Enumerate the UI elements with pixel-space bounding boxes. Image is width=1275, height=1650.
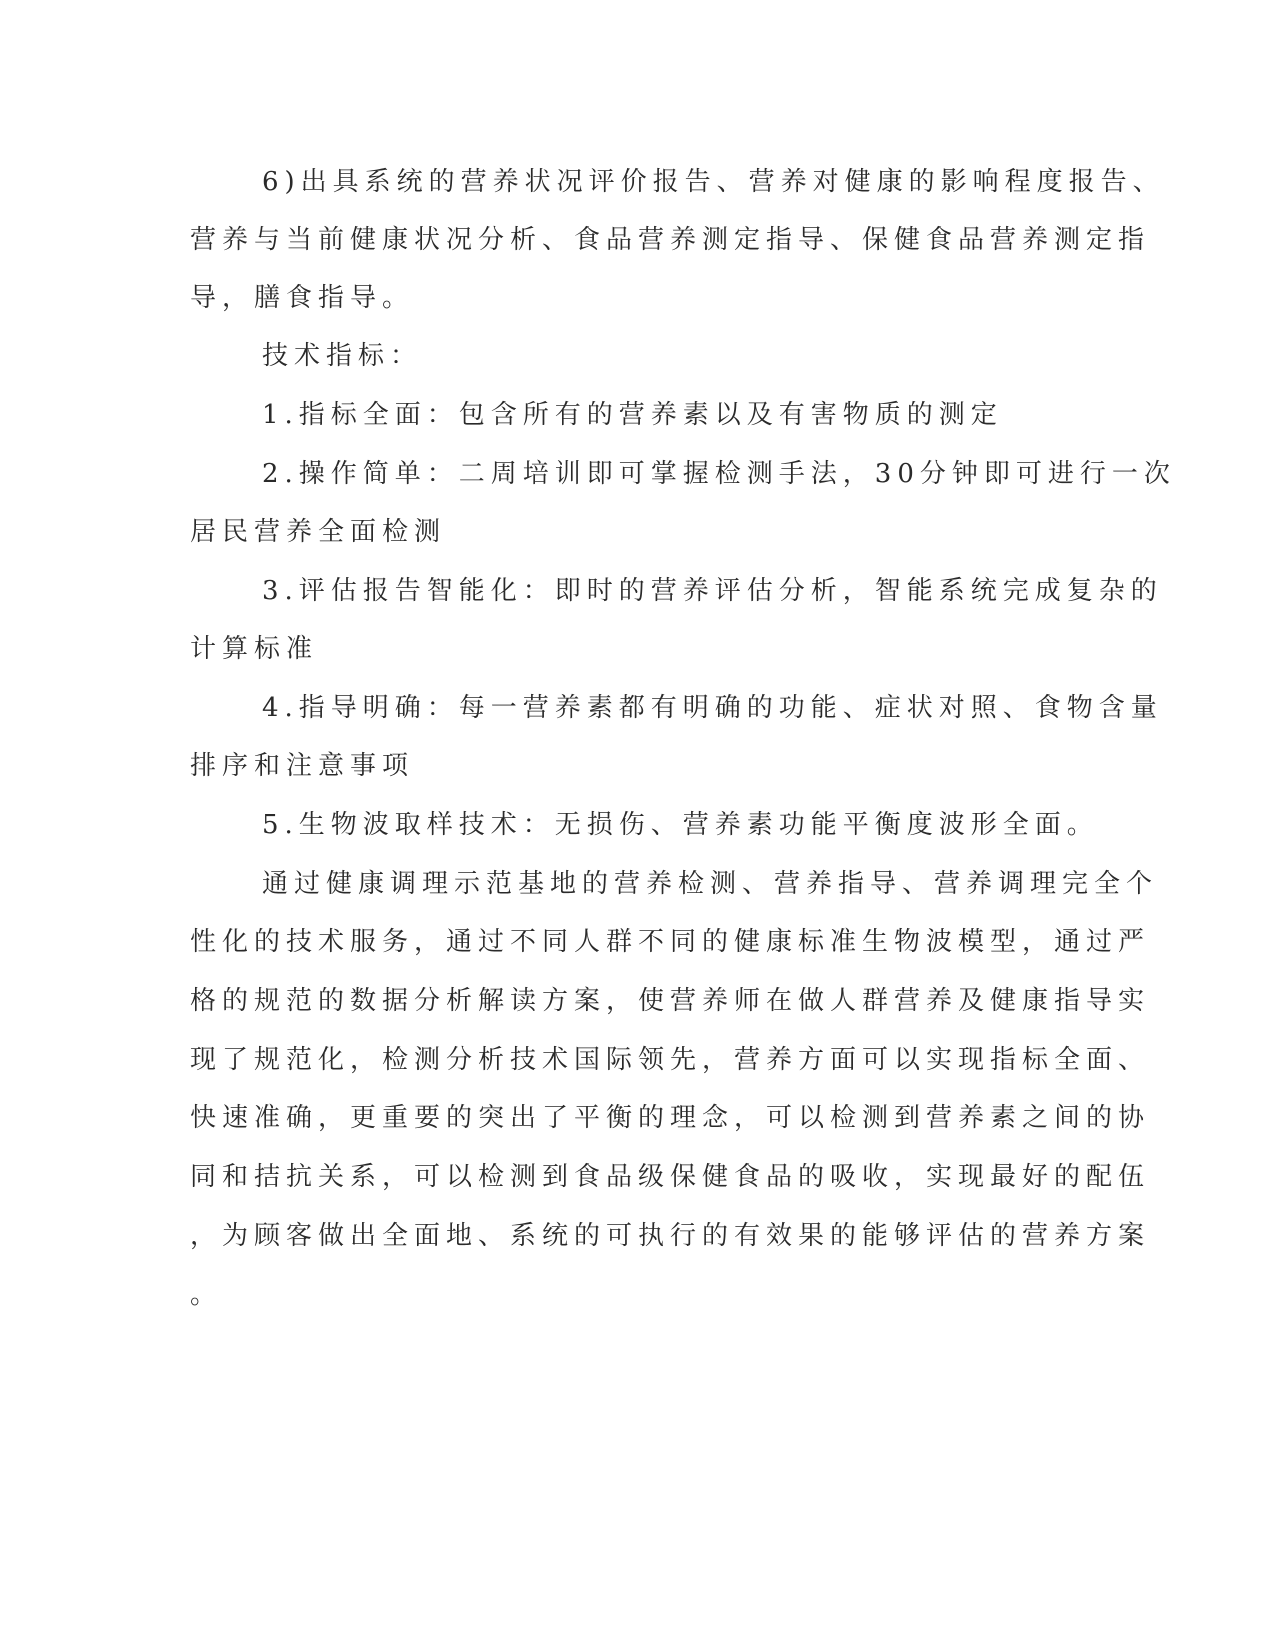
summary-line-2: 性化的技术服务，通过不同人群不同的健康标准生物波模型，通过严 xyxy=(190,927,1151,957)
indicator-2-line-1: 2.操作简单：二周培训即可掌握检测手法，30分钟即可进行一次 xyxy=(262,459,1176,489)
paragraph-6-line-1: 6)出具系统的营养状况评价报告、营养对健康的影响程度报告、 xyxy=(262,167,1165,197)
summary-line-7: ，为顾客做出全面地、系统的可执行的有效果的能够评估的营养方案 xyxy=(190,1221,1151,1251)
paragraph-6-line-3: 导，膳食指导。 xyxy=(190,283,415,313)
indicator-1: 1.指标全面：包含所有的营养素以及有害物质的测定 xyxy=(262,400,1003,430)
summary-line-5: 快速准确，更重要的突出了平衡的理念，可以检测到营养素之间的协 xyxy=(190,1103,1151,1133)
indicator-3-line-2: 计算标准 xyxy=(190,634,319,664)
summary-line-6: 同和拮抗关系，可以检测到食品级保健食品的吸收，实现最好的配伍 xyxy=(190,1162,1151,1192)
indicator-2-line-2: 居民营养全面检测 xyxy=(190,517,447,547)
indicator-4-line-1: 4.指导明确：每一营养素都有明确的功能、症状对照、食物含量 xyxy=(262,693,1163,723)
indicator-4-line-2: 排序和注意事项 xyxy=(190,751,415,781)
summary-line-3: 格的规范的数据分析解读方案，使营养师在做人群营养及健康指导实 xyxy=(190,986,1151,1016)
indicator-3-line-1: 3.评估报告智能化：即时的营养评估分析，智能系统完成复杂的 xyxy=(262,576,1163,606)
summary-line-1: 通过健康调理示范基地的营养检测、营养指导、营养调理完全个 xyxy=(262,869,1159,899)
summary-line-8: 。 xyxy=(190,1280,223,1310)
paragraph-6-line-2: 营养与当前健康状况分析、食品营养测定指导、保健食品营养测定指 xyxy=(190,225,1151,255)
summary-line-4: 现了规范化，检测分析技术国际领先，营养方面可以实现指标全面、 xyxy=(190,1045,1151,1075)
technical-indicators-heading: 技术指标： xyxy=(262,341,423,371)
indicator-5: 5.生物波取样技术：无损伤、营养素功能平衡度波形全面。 xyxy=(262,810,1099,840)
